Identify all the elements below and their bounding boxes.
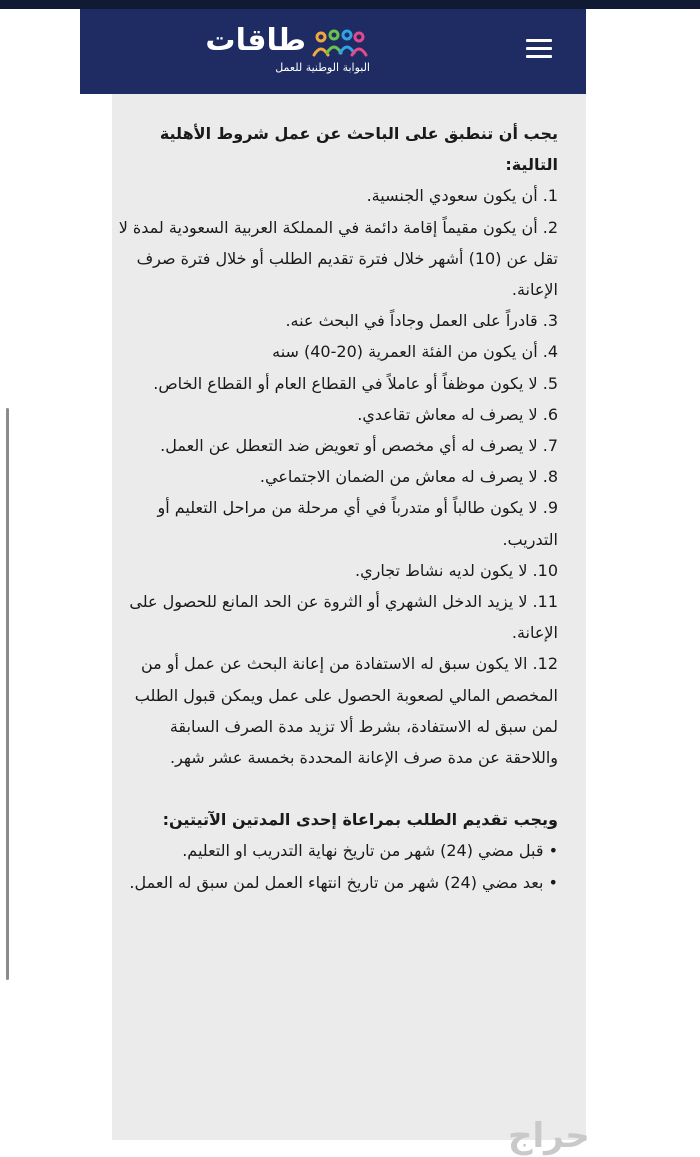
condition-item: 4. أن يكون من الفئة العمرية (20-40) سنه (272, 342, 558, 362)
eligibility-intro: يجب أن تنطبق على الباحث عن عمل شروط الأهلية التالية: (159, 124, 558, 175)
condition-item: 12. الا يكون سبق له الاستفادة من إعانة البحث عن عمل أو من المخصص المالي لصعوبة الحصول على عمل ويمكن قبول الطلب لمن سبق له الاستفادة، بشرط ألا تزيد مدة الصرف السابقة واللاحقة عن مدة صرف الإعانة المحددة بخمسة عشر شهر. (134, 654, 558, 768)
condition-item: 3. قادراً على العمل وجاداً في البحث عنه. (285, 311, 558, 331)
page-scrollbar[interactable] (6, 408, 9, 980)
logo-wordmark: طاقات (205, 23, 306, 58)
condition-item: 11. لا يزيد الدخل الشهري أو الثروة عن الحد المانع للحصول على الإعانة. (129, 592, 558, 643)
condition-item: 10. لا يكون لديه نشاط تجاري. (355, 560, 558, 580)
application-period-intro: ويجب تقديم الطلب بمراعاة إحدى المدتين الآتيتين: (162, 810, 558, 830)
condition-item: 8. لا يصرف له معاش من الضمان الاجتماعي. (259, 467, 558, 487)
eligibility-text (118, 118, 558, 898)
condition-item: 7. لا يصرف له أي مخصص أو تعويض ضد التعطل عن العمل. (160, 436, 558, 456)
logo-tagline: البوابة الوطنية للعمل (275, 61, 370, 74)
section-spacer (118, 773, 558, 804)
taqat-logo[interactable] (205, 23, 373, 81)
top-status-strip (0, 0, 700, 9)
bullet-item: • بعد مضي (24) شهر من تاريخ انتهاء العمل لمن سبق له العمل. (129, 872, 558, 892)
eligibility-content (112, 94, 586, 1140)
condition-item: 1. أن يكون سعودي الجنسية. (366, 186, 558, 206)
site-header (80, 9, 586, 94)
hamburger-menu-icon[interactable] (526, 37, 554, 61)
condition-item: 5. لا يكون موظفاً أو عاملاً في القطاع العام أو القطاع الخاص. (153, 373, 558, 393)
condition-item: 9. لا يكون طالباً أو متدرباً في أي مرحلة من مراحل التعليم أو التدريب. (157, 498, 558, 549)
haraj-watermark: حراج (508, 1116, 590, 1156)
condition-item: 6. لا يصرف له معاش تقاعدي. (357, 404, 558, 424)
condition-item: 2. أن يكون مقيماً إقامة دائمة في المملكة العربية السعودية لمدة لا تقل عن (10) أشهر خلال فترة تقديم الطلب أو خلال فترة صرف الإعانة. (118, 217, 558, 300)
people-logo-icon (312, 29, 368, 59)
bullet-item: • قبل مضي (24) شهر من تاريخ نهاية التدريب او التعليم. (182, 841, 558, 861)
